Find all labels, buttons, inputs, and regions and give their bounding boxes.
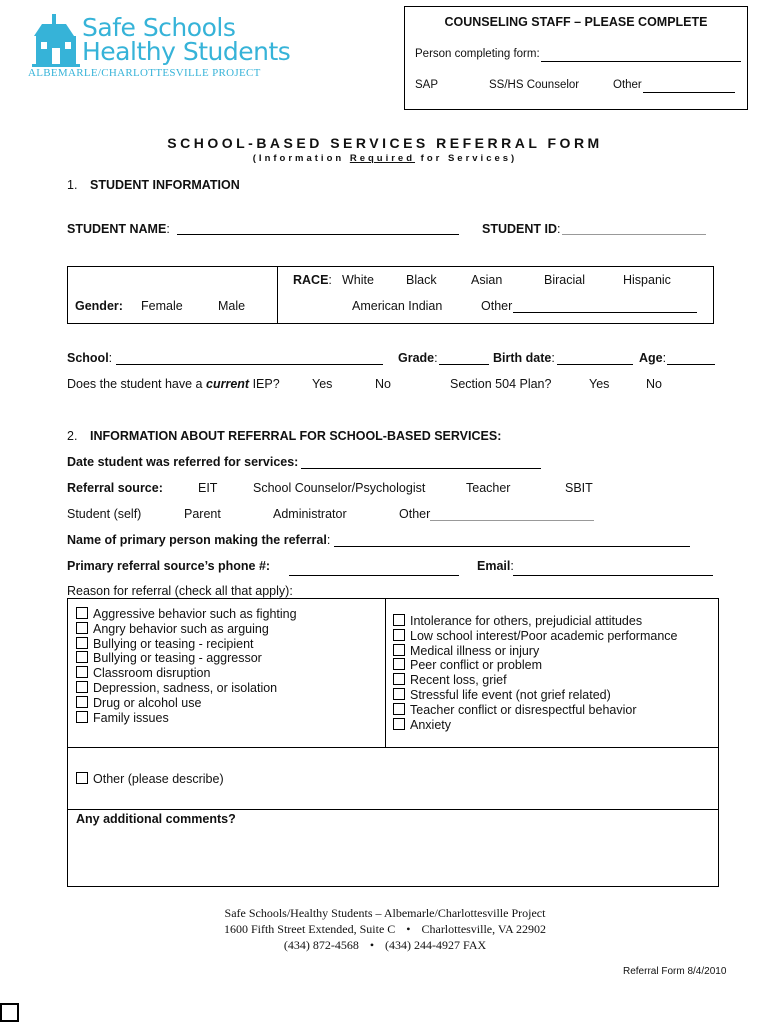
race-option-other[interactable]: Other	[481, 299, 513, 313]
race-option-black[interactable]: Black	[406, 273, 437, 287]
iep-yes[interactable]: Yes	[312, 377, 333, 391]
reasons-horizontal-divider-1	[68, 747, 718, 748]
footer-line1: Safe Schools/Healthy Students – Albemarle/Charlottesville Project	[224, 906, 546, 920]
reason-bullying-aggressor[interactable]: Bullying or teasing - aggressor	[76, 651, 297, 666]
reasons-horizontal-divider-2	[68, 809, 718, 810]
checkbox[interactable]	[76, 622, 88, 634]
birth-date-label: Birth date:	[493, 351, 555, 365]
reason-peer-conflict[interactable]: Peer conflict or problem	[393, 658, 678, 673]
person-completing-field[interactable]	[541, 61, 741, 62]
student-name-label: STUDENT NAME:	[67, 222, 170, 236]
race-label: RACE:	[293, 273, 332, 287]
reason-medical[interactable]: Medical illness or injury	[393, 644, 678, 659]
primary-person-field[interactable]	[334, 546, 690, 547]
source-other[interactable]: Other	[399, 507, 431, 521]
reasons-right-list	[393, 614, 678, 732]
comments-area[interactable]	[68, 831, 718, 885]
age-label: Age:	[639, 351, 667, 365]
section1-heading: STUDENT INFORMATION	[90, 178, 240, 192]
checkbox[interactable]	[76, 666, 88, 678]
checkbox[interactable]	[393, 688, 405, 700]
birth-date-field[interactable]	[557, 364, 633, 365]
reason-classroom-disruption[interactable]: Classroom disruption	[76, 666, 297, 681]
race-option-white[interactable]: White	[342, 273, 374, 287]
source-eit[interactable]: EIT	[198, 481, 218, 495]
checkbox[interactable]	[76, 711, 88, 723]
reason-anxiety[interactable]: Anxiety	[393, 718, 678, 733]
reason-stressful-event[interactable]: Stressful life event (not grief related)	[393, 688, 678, 703]
grade-field[interactable]	[439, 364, 489, 365]
reason-bullying-recipient[interactable]: Bullying or teasing - recipient	[76, 637, 297, 652]
checkbox[interactable]	[76, 637, 88, 649]
race-other-field[interactable]	[513, 312, 697, 313]
logo-line1: Safe Schools	[82, 13, 236, 42]
reason-label: Reason for referral (check all that apply):	[67, 584, 293, 598]
reason-aggressive[interactable]: Aggressive behavior such as fighting	[76, 607, 297, 622]
reason-family[interactable]: Family issues	[76, 711, 297, 726]
plan504-question: Section 504 Plan?	[450, 377, 552, 391]
student-name-field[interactable]	[177, 234, 459, 235]
source-administrator[interactable]: Administrator	[273, 507, 347, 521]
plan504-yes[interactable]: Yes	[589, 377, 610, 391]
checkbox[interactable]	[393, 673, 405, 685]
referral-source-label: Referral source:	[67, 481, 163, 495]
checkbox[interactable]	[76, 681, 88, 693]
school-field[interactable]	[116, 364, 383, 365]
footer-line3: (434) 872-4568 • (434) 244-4927 FAX	[283, 938, 487, 952]
demographics-divider	[277, 267, 278, 323]
age-field[interactable]	[667, 364, 715, 365]
checkbox[interactable]	[393, 629, 405, 641]
form-version: Referral Form 8/4/2010	[623, 966, 727, 977]
reason-drug-alcohol[interactable]: Drug or alcohol use	[76, 696, 297, 711]
staff-option-sap[interactable]: SAP	[415, 79, 439, 91]
email-field[interactable]	[513, 575, 713, 576]
checkbox[interactable]	[393, 703, 405, 715]
bullet-icon: •	[369, 938, 375, 952]
source-counselor[interactable]: School Counselor/Psychologist	[253, 481, 426, 495]
checkbox[interactable]	[393, 658, 405, 670]
gender-label: Gender:	[75, 299, 123, 313]
race-option-asian[interactable]: Asian	[471, 273, 503, 287]
iep-question: Does the student have a current IEP?	[67, 377, 280, 391]
race-option-american-indian[interactable]: American Indian	[352, 299, 443, 313]
gender-option-male[interactable]: Male	[218, 299, 246, 313]
logo-line2: Healthy Students	[82, 37, 291, 66]
logo-subtitle: ALBEMARLE/CHARLOTTESVILLE PROJECT	[28, 67, 261, 79]
school-label: School:	[67, 351, 113, 365]
reason-depression[interactable]: Depression, sadness, or isolation	[76, 681, 297, 696]
form-title: SCHOOL-BASED SERVICES REFERRAL FORM	[167, 135, 603, 151]
source-parent[interactable]: Parent	[184, 507, 221, 521]
subtitle-pre: (Information	[252, 153, 345, 164]
race-option-biracial[interactable]: Biracial	[544, 273, 585, 287]
bullet-icon: •	[406, 922, 411, 936]
race-option-hispanic[interactable]: Hispanic	[623, 273, 671, 287]
primary-person-label: Name of primary person making the referral:	[67, 533, 331, 547]
checkbox[interactable]	[76, 651, 88, 663]
email-label: Email:	[477, 559, 514, 573]
phone-field[interactable]	[289, 575, 459, 576]
source-other-field[interactable]	[430, 520, 594, 521]
reason-low-interest[interactable]: Low school interest/Poor academic performance	[393, 629, 678, 644]
schoolhouse-icon	[28, 14, 84, 68]
student-id-label: STUDENT ID:	[482, 222, 561, 236]
reasons-vertical-divider	[385, 599, 386, 747]
subtitle-required: Required	[349, 153, 416, 164]
section2-heading: INFORMATION ABOUT REFERRAL FOR SCHOOL-BASED SERVICES:	[90, 429, 502, 443]
iep-no[interactable]: No	[375, 377, 391, 391]
checkbox[interactable]	[76, 696, 88, 708]
student-id-field[interactable]	[562, 234, 706, 235]
staff-option-counselor[interactable]: SS/HS Counselor	[489, 79, 580, 91]
reasons-table	[67, 598, 719, 887]
source-sbit[interactable]: SBIT	[565, 481, 593, 495]
checkbox[interactable]	[393, 644, 405, 656]
reason-recent-loss[interactable]: Recent loss, grief	[393, 673, 678, 688]
subtitle-post: for Services)	[420, 153, 518, 164]
reason-teacher-conflict[interactable]: Teacher conflict or disrespectful behavior	[393, 703, 678, 718]
plan504-no[interactable]: No	[646, 377, 662, 391]
footer-line2: 1600 Fifth Street Extended, Suite C • Charlottesville, VA 22902	[223, 922, 547, 936]
date-referred-field[interactable]	[301, 468, 541, 469]
checkbox[interactable]	[76, 607, 88, 619]
reasons-left-list	[76, 607, 297, 725]
logo	[28, 12, 291, 82]
staff-other-field[interactable]	[643, 92, 735, 93]
comments-label: Any additional comments?	[76, 812, 236, 826]
phone-label: Primary referral source’s phone #:	[67, 559, 271, 573]
checkbox[interactable]	[393, 614, 405, 626]
section2-number: 2.	[67, 429, 78, 443]
demographics-box	[67, 266, 714, 324]
corner-checkbox[interactable]	[0, 1003, 19, 1022]
gender-option-female[interactable]: Female	[141, 299, 183, 313]
section1-number: 1.	[67, 178, 78, 192]
person-completing-label: Person completing form:	[415, 48, 540, 60]
date-referred-label: Date student was referred for services:	[67, 455, 299, 469]
form-subtitle	[0, 153, 770, 164]
reason-other[interactable]: Other (please describe)	[76, 772, 224, 786]
grade-label: Grade:	[398, 351, 438, 365]
source-student-self[interactable]: Student (self)	[67, 507, 142, 521]
checkbox[interactable]	[76, 772, 88, 784]
counseling-staff-box	[404, 6, 748, 110]
staff-option-other[interactable]: Other	[613, 79, 642, 91]
checkbox[interactable]	[393, 718, 405, 730]
reason-intolerance[interactable]: Intolerance for others, prejudicial attitudes	[393, 614, 678, 629]
source-teacher[interactable]: Teacher	[466, 481, 511, 495]
reason-angry[interactable]: Angry behavior such as arguing	[76, 622, 297, 637]
staff-box-title: COUNSELING STAFF – PLEASE COMPLETE	[444, 15, 708, 29]
